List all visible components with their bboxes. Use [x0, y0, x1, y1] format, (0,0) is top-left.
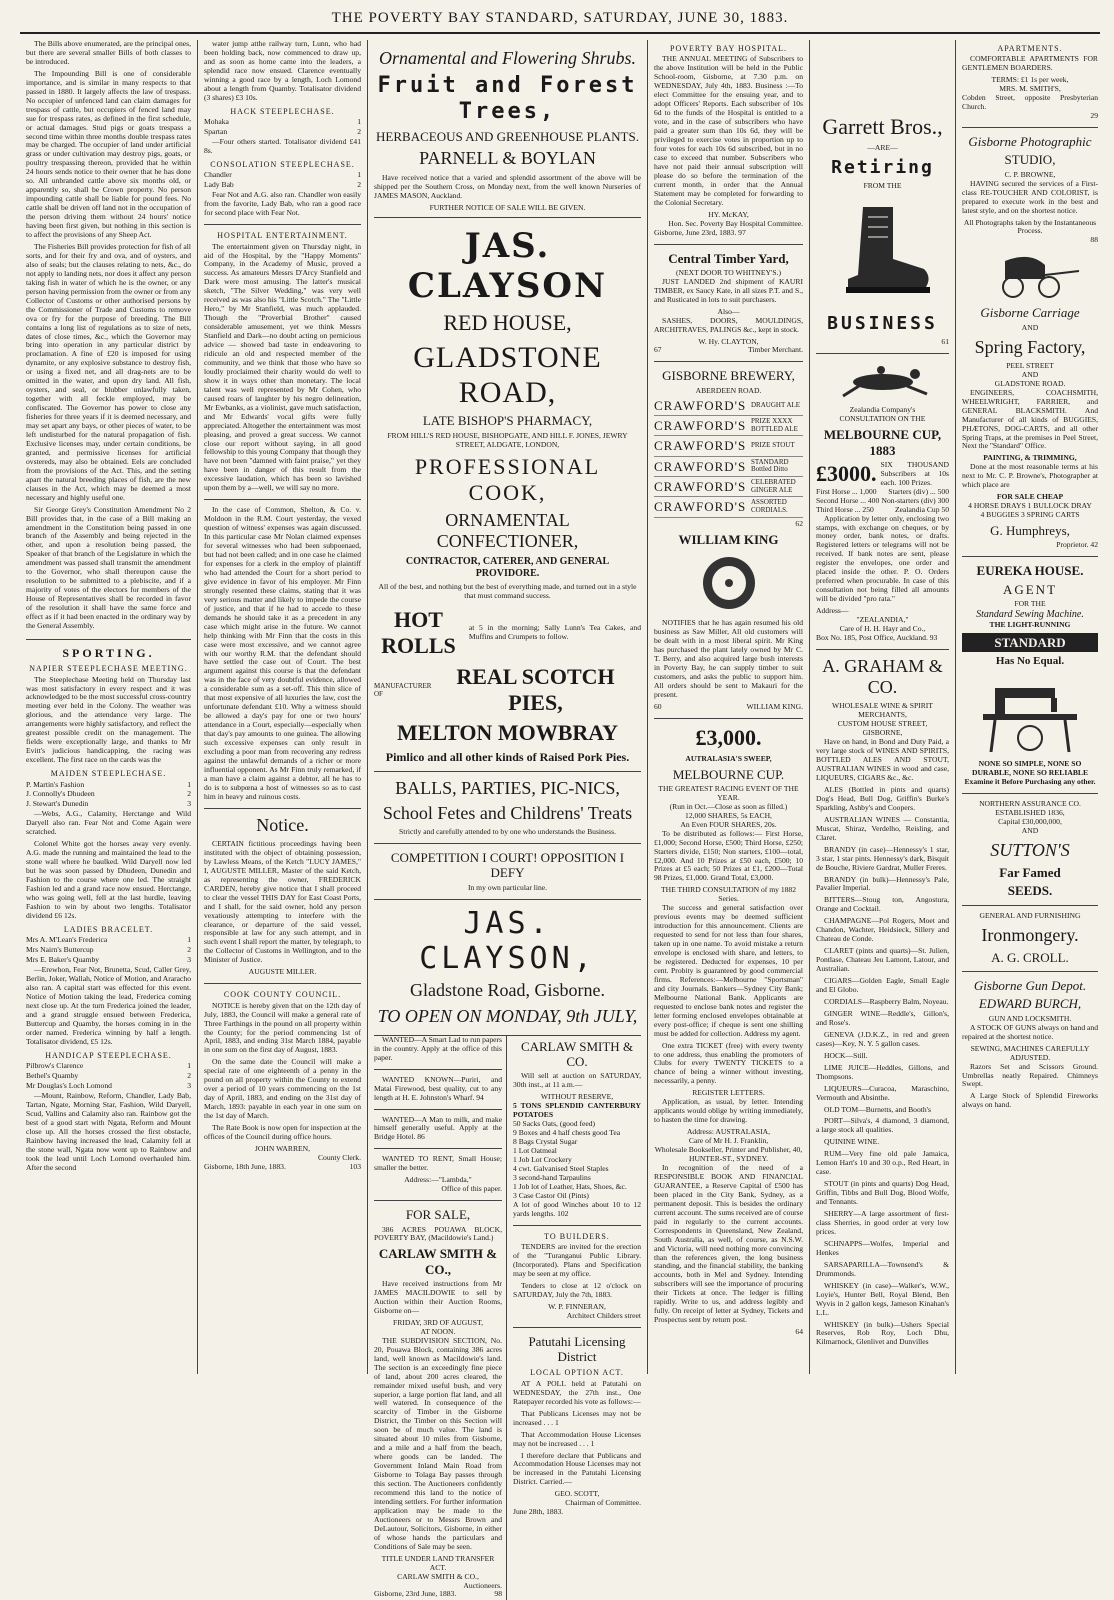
wine-item: HOCK—Still. [824, 1050, 868, 1060]
and: AND [1021, 322, 1039, 332]
manufacturer: MANUFACTURER OF [374, 682, 432, 699]
geo-scott: GEO. SCOTT, [554, 1489, 600, 1499]
wine-item: STOUT (in pints and quarts) Dog Head, Griffin, Tibbs and Bull Dog, Blood Wolfe, and Tennants. [816, 1179, 949, 1207]
crawford-row: CRAWFORD'S DRAUGHT ALE [654, 398, 803, 416]
from-hills: FROM HILL'S RED HOUSE, BISHOPGATE, AND HILL F. JONES, JEWRY STREET, ALDGATE, LONDON, [387, 430, 628, 449]
clayson-heading-2: JAS. CLAYSON, [419, 905, 596, 976]
buggies: 4 BUGGIES 3 SPRING CARTS [980, 510, 1080, 520]
poll-line: That Publicans Licenses may not be increased . . . 1 [513, 1408, 641, 1427]
racehorse-icon [823, 360, 943, 400]
race-row: Mrs Nairn's Buttercup 2 [26, 945, 191, 955]
cobden-num: 29 [1090, 111, 1098, 121]
aberdeen: ABERDEEN ROAD. [695, 385, 762, 395]
far-famed: Far Famed [999, 864, 1061, 880]
council-heading: COOK COUNTY COUNCIL. [223, 990, 342, 1000]
race-row: Mohaka 1 [204, 117, 361, 127]
king-footer: 60 WILLIAM KING. [654, 701, 803, 711]
for-the: FOR THE [1014, 599, 1046, 609]
wine-item: BRANDY (in case)—Hennessy's 1 star, 3 star, 1 star pints. Hennessy's dark, Bisquit de Bouche, Riviere Gardrat, Muller Freres. [816, 844, 949, 872]
clayton: W. Hy. CLAYTON, [698, 336, 759, 346]
council-text: NOTICE is hereby given that on the 12th day of July, 1883, the Council will make a general rate of Three Farthings in the pound on all property within the County; for the period commencing 1st of April, 1883, and ending 31st March 1884, payable in one sum on the first day of August, 1883. [204, 1000, 361, 1055]
column-5 [810, 40, 956, 1374]
prize-row: First Horse ... 1,000 Starters (div) ... 500 [816, 486, 949, 496]
professional-cook: PROFESSIONAL COOK, [414, 453, 601, 505]
col3-lower [374, 1036, 641, 1600]
mckay-role: Hon. Sec. Poverty Bay Hospital Committee. [668, 218, 803, 228]
wholesale: Wholesale Bookseller, Printer and Publisher, 40, HUNTER-ST., SYDNEY. [654, 1145, 803, 1164]
column-4 [648, 40, 810, 1374]
run-in: (Run in Oct.—Close as soon as filled.) [669, 801, 788, 811]
sweep-text-4: In recognition of the need of a RESPONSIBLE BOOK AND FINANCIAL GUARANTEE, a Reserve Capital of £500 has been placed in the City Bank, Sydney, as a permanent deposit. This is besides the ordinary current account. The sums received are of course paid in regularly to the current accounts. Correspondents in Queensland, New Zealand, South Australia, as well, of course, as N.S.W. and Victoria, will need nothing more convincing than the references given, the long business standing, and the financial stability, the banking accounts, both in Mel and Sydney. Intending subscribers will see the importance of procuring their Tickets at once. The ledger is filling rapidly. Write to us, and address legibly and fully. On receipt of letter at Sydney, Tickets and Prospectus sent by return post. [654, 1162, 803, 1325]
apartments-heading: APARTMENTS. [997, 44, 1063, 53]
and-3: AND [1021, 825, 1039, 835]
column-6 [956, 40, 1104, 1374]
builders-text: TENDERS are invited for the erection of the "Turanganui Public Library. (Incorporated). Plans and Specification may be seen at my office. [513, 1242, 641, 1278]
builders-heading: TO BUILDERS. [544, 1231, 610, 1241]
council-footer: Gisborne, 18th June, 1883. 103 [204, 1161, 361, 1171]
ironmongery: Ironmongery. [981, 924, 1079, 945]
melbourne-cup: MELBOURNE CUP. [672, 766, 785, 782]
scotch-pies-row [374, 664, 641, 716]
wine-item: SCHNAPPS—Wolfes, Imperial and Henkes [816, 1238, 949, 1257]
council-role: County Clerk. [317, 1152, 361, 1162]
wine-item: LIME JUICE—Heddles, Gillons, and Thompsons. [816, 1062, 949, 1081]
graham-heading: A. GRAHAM & CO. [822, 655, 943, 698]
clayson-ad [374, 218, 641, 1036]
hospital-heading: HOSPITAL ENTERTAINMENT. [217, 231, 348, 241]
z-care: Care of H. H. Hayr and Co., [839, 624, 926, 633]
even: An Even FOUR SHARES, 20s. [680, 819, 777, 829]
notice-text: CERTAIN fictitious proceedings having been instituted with the object of obtaining possession, by Lawless Means, of the Ketch "LUCY JAMES," I, AUGUSTE MILLER, Master of the said Ketch, as representing the owner, FREDERICK CARDEN, hereby give notice that I shall proceed to clear the vessel THIS DAY for East Coast Ports, and I shall, for the said owner, hold any person vexatiously attempting to interfere with the clearance, or departure of the said vessel, responsible at law for any such attempt, and in such event I shall report the matter, by telegraph, to the Collector of Customs in Wellington, and to the Minister of Justice. [204, 838, 361, 965]
wine-item: QUININE WINE. [824, 1137, 880, 1147]
race-row: Bethel's Quamby 2 [26, 1071, 191, 1081]
article-paragraph: The Fisheries Bill provides protection for fish of all sorts, and for their fry and ova, and of oysters, and also of seals; but the clauses relating to nets, &c., do not apply to landing nets, nor does it affect any person taking fish in water of which he is the owner, or any person having permission from the owner or from any Collector of Customs or other authorised persons by the Commissioner of Trade and Customs to remove ova or fry for the purpose of breeding. The Bill contains a long list of regulations as to size of nets, dates of close times, &c., which the Governor may bring into operation in any particular district by proclamation. A fine of £20 is imposed for using dynamite, or any explosive substance to destroy fish, or using a fixed net, and all drag-nets are to be omitted in the water, and upon dry land. All fish, oysters, and seal, or blubber unlawfully taken, together with all feckle employed, may be confiscated. The Governor has power to close any fisheries for three years if it is deemed necessary, and may set apart any bays, or other pieces of water, to be left undisturbed for the natural propagation of fish. Exclusive licenses may, under certain conditions, be granted, and permissive licenses for artificial ovstereds, may also be obtained. Eels are concluded from the provisions of the Act. This, and the setting apart the natural breeding places of fish, are the new clauses in the Act, which may be deemed a most necessary and highly useful one. [26, 241, 191, 502]
shares: 12,000 SHARES, 5s EACH, [685, 810, 772, 820]
from-the: FROM THE [863, 181, 902, 191]
hot-rolls: HOT ROLLS [381, 606, 456, 658]
crawford-row: CRAWFORD'S ASSORTED CORDIALS. [654, 499, 803, 517]
king-text: NOTIFIES that he has again resumed his old business as Saw Miller, All old customers will be dealt with in a most liberal spirit. Mr King has purchased the plant lately owned by Mr C. T. Berry, and also acquired large bush interests in Poverty Bay, he can supply timber to suit customers, and asks the public to support him. All orders should be sent to Makauri for the present. [654, 618, 803, 699]
lot-item: 3 second-hand Tarpaulins [513, 1172, 591, 1182]
wine-item: ALES (Bottled in pints and quarts) Dog's Head, Bull Dog, Griffin's Burke's Sparkling, Ashby's and Coopers. [816, 784, 949, 812]
z-box: Box No. 185, Post Office, Auckland. 93 [816, 632, 938, 642]
prize-row: Third Horse ... 250 Zealandia Cup 50 [816, 504, 949, 514]
poll-line: I therefore declare that Publicans and Accommodation House Licenses may not be increased in the Patutahi Licensing District. Carried.— [513, 1450, 641, 1487]
race-row: Mrs E. Baker's Quamby 3 [26, 955, 191, 965]
retiring: Retiring [831, 156, 934, 178]
zealandia: Zealandia Company's [849, 405, 916, 415]
sweep-heading: AUTRALASIA'S SWEEP, [685, 753, 772, 763]
horse-drays: 4 HORSE DRAYS 1 BULLOCK DRAY [968, 501, 1092, 511]
established: ESTABLISHED 1836, [995, 807, 1065, 817]
general: GENERAL AND FURNISHING [979, 910, 1081, 920]
maiden-heading: MAIDEN STEEPLECHASE. [50, 769, 167, 779]
wine-item: WHISKEY (in bulk)—Ushers Special Reserves, Rob Roy, Loch Dhu, Kilmarnock, Glenlivet and Dunvilles [816, 1319, 949, 1347]
carlaw-signature: CARLAW SMITH & CO., [397, 1571, 479, 1581]
article-paragraph: Sir George Grey's Constitution Amendment No 2 Bill provides that, in the case of a Bill making an amendment in the Constitution being passed in one branch of the Assembly and being rejected in the other, and upon a resolution being passed, the Speaker of that branch of the Legislature in which the amendment was passed shall transmit the amendment to the Governor, who shall thereupon cause the resolution to be submitted to a plebiscite, and if a majority of votes of the electors for members of the House of Representatives shall be recorded in favor of the resolution it shall have the same force and effect as if it had been enacted in the ordinary way by the General Assembly. [26, 504, 191, 630]
ladies-text: —Erewhon, Fear Not, Brunetta, Scud, Caller Grey, Berlin, Joker, Wallah, Notice of Motion, and Araracho also ran. A capital start was effected for this event. Notice of Motion taking the lead, Frederica coming next close up. At the turn Frederica joined the leader, and a grand struggle ensued between Frederica, Buttercup and Quamby, the horses coming in in the order named. Frederica winning by half a length. Totalisator dividend, £5 12s. [26, 965, 191, 1046]
lot-item: 1 Lot Oatmeal [513, 1146, 557, 1156]
wine-item: CLARET (pints and quarts)—St. Julien, Pontlase, Chateau Jeu Lamont, Latour, and Australian. [816, 946, 949, 974]
late-bishop: LATE BISHOP'S PHARMACY, [422, 413, 593, 429]
handicap-text: —Mount, Rainbow, Reform, Chandler, Lady Bab, Tartan, Ngate, Morning Star, Fashion, Wild Daryell, Scud, Vallins and Calamity also ran. Rainbow got the best of a good start with Ngata, Reform and Mount close up. All the horses crossed the first obstacle, Rainbow having increased the lead, Calamity fell at the stone wall, Ngata now went up to Rainbow and took the lead until Loch Lomond overhauled him. After the second [26, 1090, 191, 1172]
race-row: Spartan 2 [204, 127, 361, 137]
photo-num: 88 [1090, 235, 1098, 245]
subdivision-text: THE SUBDIVISION SECTION, No. 20, Pouawa Block, containing 386 acres land, well known as Macildowie's land. The section is an exceedingly fine piece of land, about 200 acres cleared, the remainder mixed useful bush, and very superior, a large portion flat land, and all well watered. In consequence of the scarcity of Timber in the Gisborne District, the Timber on this Section will soon be of much value. The land is situated about 10 miles from Gisborne, and a mile and a half from the beach, where goods can be landed. The Government Inland Main Road from Gisborne to Tolaga Bay passes through this section. The Auctioneers confidently recommend this land to the notice of intending settlers. For further information application may be made to the Auctioneers or to Messrs Brown and DeLautour, Solicitors, Gisborne, in either of whose hands the particulars and Conditions of Sale may be seen. [374, 1335, 502, 1551]
engineers: ENGINEERS, COACHSMITH, WHEELWRIGHT, FARRIER, and GENERAL BLACKSMITH. And Manufacturer of all kinds of BUGGIES, PHÆTONS, DOG-CARTS, and all other Spring Traps, at the premises in Peel Street, Next the "Standard" Office. [962, 387, 1098, 451]
humphreys: G. Humphreys, [990, 523, 1070, 539]
parnell-text: Have received notice that a varied and splendid assortment of the above will be shipped per the Southern Cross, on Monday next, from the well known Nurseries of JAMES MASON, Auckland. [374, 172, 641, 200]
business: BUSINESS [827, 313, 938, 335]
tons: 5 TONS SPLENDID CANTERBURY POTATOES [513, 1101, 641, 1120]
timber-sub: (NEXT DOOR TO WHITNEY'S.) [675, 267, 781, 277]
proprietor: Proprietor. 42 [1056, 540, 1098, 550]
to-open: TO OPEN ON MONDAY, 9th JULY, [377, 1005, 638, 1026]
crawford-row: CRAWFORD'S CELEBRATED GINGER ALE [654, 479, 803, 497]
race-row: P. Martin's Fashion 1 [26, 779, 191, 789]
hack-text: —Four others started. Totalisator dividend £41 8s. [204, 137, 361, 155]
further-notice: FURTHER NOTICE OF SALE WILL BE GIVEN. [429, 202, 586, 212]
lot-item: A lot of good Winches about 10 to 12 yards lengths. 102 [513, 1199, 641, 1218]
court-text: In the case of Common, Shelton, & Co. v. Moldoon in the R.M. Court yesterday, the vexed question of witness' expenses was again discussed. In this particular case Mr Nolan claimed expenses for several witnesses who had been subpoenaed, but had not been called; and in one case he claimed for expenses for a clerk in the employ of plaintiff who had attended the Court for a short period to give evidence in favor of his employer. Mr Finn strongly resented these claims, stating that it was very serious matter and likely to impede the course of justice, and that if he had to accede to these demands he should take it as a precedent in any case which might arise in the future. We cannot help thinking with Mr Finn that the costs in this case were most excessive, and we cannot agree with our worthy R.M. that the defendant should have settled the case out of Court. The best argument against this course is that the defendant was in the face of very doubtful evidence, allowed a considerable sum as a set-off. This thin slice of that most expensive of all luxuries the law, cost the unfortunate defendant £10. Why a witness should be allowed a day's pay for one or two hours' attendance in a Court, especially—especially when that day's pay amounts to one guinea. The allowing such excessive expenses can only result in excluding a poor man from recovering any redress against the unlawful demands of a richer or more influential opponent. As Mr Finn truly remarked, if a man have a claim against a debtor, all he has to do is to subpœna a host of witnesses so as to cast him in heavy and ruinous costs. [204, 505, 361, 801]
light-running: THE LIGHT-RUNNING [989, 619, 1071, 629]
brewery-heading: GISBORNE BREWERY, [662, 368, 795, 384]
carriage-heading: Gisborne Carriage [980, 305, 1080, 321]
contractor: CONTRACTOR, CATERER, AND GENERAL PROVIDORE. [405, 556, 610, 579]
standard-banner: STANDARD [962, 633, 1098, 652]
wine-item: SHERRY—A large assortment of first-class Sherries, in good order at very low prices. [816, 1209, 949, 1236]
all-best: All of the best, and nothing but the best of everything made, and turned out in a style that must command success. [378, 581, 637, 600]
gun-depot: Gisborne Gun Depot. [973, 978, 1087, 994]
finneran: W. P. FINNERAN, [548, 1301, 606, 1311]
prize-row: Second Horse ... 400 Non-starters (div) 300 [816, 495, 949, 505]
studio: STUDIO, [1004, 152, 1056, 168]
wine-item: WHISKEY (in case)—Walker's, W.W., Loyie's, Hunter Bell, Royal Blend, Ben Wyvis in 2 gallon kegs, Jameson Kinahan's L.L. [816, 1280, 949, 1317]
wine-item: RUM—Very fine old pale Jamaica, Lemon Hart's 10 and 30 o.p., Red Heart, in case. [816, 1149, 949, 1177]
race-text: water jump atthe railway turn, Lunn, who had been holding back, now commenced to draw up, and as soon as home came into the leaders, a splendid race now ensued. Clarence eventually winning a good race by a length, Loch Lomond about a length from Quamby. Totalisator dividend (3 shares) £3 10s. [204, 39, 361, 102]
eureka: EUREKA HOUSE. [976, 563, 1084, 579]
acres: 386 ACRES POUAWA BLOCK, POVERTY BAY, (Macildowie's Land.) [374, 1224, 502, 1243]
for-sale: FOR SALE CHEAP [996, 492, 1064, 502]
agent: AGENT [1002, 581, 1058, 597]
title-under: TITLE UNDER LAND TRANSFER ACT. [381, 1553, 495, 1572]
none-so: NONE SO SIMPLE, NONE SO DURABLE, NONE SO RELIABLE [971, 759, 1089, 777]
wanted-ad: WANTED—A Smart Lad to run papers in the country. Apply at the office of this paper. [374, 1034, 502, 1062]
consultation: CONSULTATION ON THE [839, 414, 926, 424]
six-thousand: SIX THOUSAND Subscribers at 10s each. 100 Prizes. [880, 459, 949, 487]
z-name: "ZEALANDIA," [856, 615, 909, 625]
scotch-pies: REAL SCOTCH PIES, [456, 664, 615, 716]
business-num: 61 [941, 337, 949, 347]
burch: EDWARD BURCH, [978, 996, 1082, 1012]
amount-row [816, 461, 949, 488]
friday: FRIDAY, 3RD OF AUGUST, [393, 1317, 483, 1327]
mckay: HY. McKAY, [708, 209, 749, 219]
red-house: RED HOUSE, [443, 309, 572, 335]
peel: PEEL STREET [1006, 360, 1054, 370]
has-no-equal: Has No Equal. [995, 655, 1065, 668]
wine-item: OLD TOM—Burnetts, and Booth's [824, 1104, 931, 1114]
council-text: On the same date the Council will make a special rate of one eighteenth of a penny in the pound on all property within the County to extend over a period of 10 years commencing on the 1st day of April, 1883, and ending on the 31st day of March, 1893: payable in each year in one sum on the 1st day of March. [204, 1057, 361, 1121]
parnell-heading: PARNELL & BOYLAN [419, 148, 596, 169]
race-row: J. Connolly's Dhudeen 2 [26, 789, 191, 799]
council-text: The Rate Book is now open for inspection at the offices of the Council during office hours. [204, 1123, 361, 1142]
col3-lower-right [513, 1036, 641, 1600]
mrs-smith: MRS. M. SMITH'S, [999, 84, 1061, 94]
spring: Spring Factory, [974, 336, 1086, 357]
handicap-heading: HANDICAP STEEPLECHASE. [45, 1050, 172, 1060]
saw-blade-icon [699, 553, 759, 613]
terms: TERMS: £1 1s per week, [991, 75, 1069, 85]
napier-heading: NAPIER STEEPLECHASE MEETING. [29, 664, 188, 674]
photo-text: HAVING secured the services of a First-class RE-TOUCHER AND COLORIST, is prepared to execute work in the best and latest style, and on the shortest notice. [962, 178, 1098, 215]
competition: COMPETITION I COURT! OPPOSITION I DEFY [390, 849, 625, 881]
seeds: SEEDS. [1007, 883, 1053, 899]
architect: Architect Childers street [566, 1310, 641, 1320]
timber-text: JUST LANDED 2nd shipment of KAURI TIMBER, ex Saucy Kate, in all sizes P.T. and S., and Rusticated in lots to suit purchasers. [654, 276, 803, 304]
race-row: Mrs A. M'Lean's Frederica 1 [26, 935, 191, 945]
sewing: Standard Sewing Machine. [976, 609, 1084, 620]
masthead: THE POVERTY BAY STANDARD, SATURDAY, JUNE 30, 1883. [20, 10, 1100, 34]
wine-item: BITTERS—Stoug ton, Angostura, Orange and Cocktail. [816, 895, 949, 914]
column-1 [20, 40, 198, 1374]
razors: Razors Set and Scissors Ground. Umbrellas neatly Repaired. Chimneys Swept. [962, 1061, 1098, 1089]
article-paragraph: The Bills above enumerated, are the principal ones, but there are several smaller Bills of both classes to be introduced. [26, 39, 191, 66]
graham-text: Have on hand, in Bond and Duty Paid, a very large stock of WINES AND SPIRITS, BOTTLED ALES AND STOUT, AUSTRALIAN WINES in wood and case, LIQUEURS, CIGARS &c., &c. [816, 737, 949, 782]
local-option: LOCAL OPTION ACT. [530, 1368, 624, 1378]
lot-item: 8 Bags Crystal Sugar [513, 1137, 578, 1147]
fireworks: A Large Stock of Splendid Fireworks always on hand. [962, 1091, 1098, 1110]
race-row: Lady Bab 2 [204, 180, 361, 190]
consolation-text: Fear Not and A.G. also ran. Chandler won easily from the favorite, Lady Bab, who ran a good race for second place with Fear Not. [204, 190, 361, 218]
carlaw-footer: Gisborne, 23rd June, 1883. 98 [374, 1589, 502, 1599]
council-signature: JOHN WARREN, [254, 1143, 311, 1153]
carlaw-heading: CARLAW SMITH & CO., [378, 1246, 498, 1277]
carlaw2-text: Will sell at auction on SATURDAY, 30th inst., at 11 a.m.— [513, 1071, 641, 1090]
consolation-heading: CONSOLATION STEEPLECHASE. [210, 159, 355, 169]
registered: REGISTER LETTERS. [692, 1088, 765, 1098]
nursery-ad [374, 40, 641, 218]
painting: PAINTING, & TRIMMING, [983, 453, 1077, 463]
crawford-num: 62 [795, 518, 803, 528]
sweep-text-3: Application, as usual, by letter. Intending applicants would oblige by writing immediately, to hasten the time for drawing. [654, 1097, 803, 1125]
col3-lower-left [374, 1036, 507, 1600]
third: THE THIRD CONSULTATION of my 1882 Series. [660, 885, 797, 904]
also: Also— [717, 306, 740, 316]
in-my-own: In my own particular line. [467, 882, 548, 892]
wine-item: SARSAPARILLA—Townsend's & Drummonds. [816, 1259, 949, 1278]
wine-item: LIQUEURS—Curacoa, Maraschino, Vermouth and Absinthe. [816, 1083, 949, 1102]
lambda-office: Office of this paper. [441, 1184, 502, 1194]
browne: C. P. BROWNE, [1004, 169, 1056, 179]
boot-icon [828, 197, 938, 307]
photo-heading: Gisborne Photographic [968, 134, 1092, 150]
herbaceous-heading: HERBACEOUS AND GREENHOUSE PLANTS. [376, 129, 639, 145]
custom: CUSTOM HOUSE STREET, [837, 719, 928, 729]
guns-text: A STOCK OF GUNS always on hand and repaired at the shortest notice. [962, 1022, 1098, 1041]
carlaw-text: Have received instructions from Mr JAMES MACILDOWIE to sell by Auction within their Auction Rooms, Gisborne on— [374, 1279, 502, 1315]
wine-item: GINGER WINE—Reddle's, Gillon's, and Rose's. [816, 1008, 949, 1027]
suttons: SUTTON'S [990, 839, 1070, 860]
crawford-row: CRAWFORD'S PRIZE XXXX BOTTLED ALE [654, 418, 803, 436]
northern: NORTHERN ASSURANCE CO. [979, 798, 1081, 808]
croll: A. G. CROLL. [991, 949, 1069, 965]
at-noon: AT NOON. [420, 1326, 456, 1336]
ladies-heading: LADIES BRACELET. [63, 924, 154, 934]
are: —ARE— [867, 142, 898, 152]
hot-rolls-row [374, 607, 641, 659]
wine-item: PORT—Silva's, 4 diamond, 3 diamond, a large stock all qualities. [816, 1116, 949, 1135]
lot-item: 4 cwt. Galvanised Steel Staples [513, 1163, 609, 1173]
poll-line: That Accommodation House Licenses may not be increased . . . 1 [513, 1429, 641, 1448]
patutahi-heading: Patutahi Licensing District [528, 1333, 626, 1365]
shrubs-heading: Ornamental and Flowering Shrubs. [378, 48, 636, 68]
napier-text: The Steeplechase Meeting held on Thursday last was most satisfactory in every respect and it was acknowledged to be the most successful cross-country meeting ever held in the Colony. The weather was glorious, and the attendance very large. The arrangements were highly satisfactory, and reflect the greatest possible credit on the management. The fields were exceptionally large, and thanks to Mr Evitt's judicious handicapping, the racing was excellent. The first race on the cards was the [26, 674, 191, 765]
gladstone-2: Gladstone Road, Gisborne. [410, 980, 605, 1001]
amount: £3000. [816, 461, 877, 487]
race-row: Pilbrow's Clarence 1 [26, 1061, 191, 1071]
column-2 [198, 40, 368, 1374]
sweep-num: 64 [795, 1327, 803, 1337]
lot-item: 50 Sacks Oats, (good feed) [513, 1119, 596, 1129]
examine: Examine it Before Purchasing any other. [964, 776, 1096, 786]
auctioneers: Auctioneers. [463, 1580, 502, 1590]
chairman: Chairman of Committee. [565, 1498, 641, 1508]
ornamental-confectioner: ORNAMENTAL CONFECTIONER, [436, 509, 579, 551]
sashes: SASHES, DOORS, MOULDINGS, ARCHITRAVES, PALINGS &c., kept in stock. [654, 315, 803, 334]
sweep-text-2: The success and general satisfaction over previous events may be deemed sufficient introduction for this announcement. Clients are requested to send for not less than four shares, taken up in one name. To avoid mistake a return envelope is enclosed with share, and letters, to be registered. Deducted for expenses, 10 per cent. Probity is guaranteed by good commercial firms. References:—Melbourne "Sportsman" and city Journals. Bankers—Sydney City Bank; Melbourne National Bank. Applicants are requested to enclose bank notes and register the letter forming enclosed envelopes obtainable at every post-office; if cheque is sent one shilling must be added for collection. Address my agent. [654, 903, 803, 1038]
sporting-heading: SPORTING. [26, 639, 191, 660]
cobden: Cobden Street, opposite Presbyterian Church. [962, 93, 1098, 112]
comfortable: COMFORTABLE APARTMENTS FOR GENTLEMEN BOARDERS. [962, 54, 1098, 73]
king-heading: WILLIAM KING [678, 531, 779, 547]
sweep-text: To be distributed as follows:— First Horse, £1,000; Second Horse, £500; Third Horse, £250; Starters divide, £150; Non starters, £100—total, £2,000. And 10 Prizes at £50 each, £500; 10 Prizes at £5 each; 50 Prizes at £1, £200—Total 98 Prizes, £1,000. Grand Total, £3,000. [654, 828, 803, 883]
wine-item: AUSTRALIAN WINES — Constantia, Muscat, Shiraz, Verdelho, Reisling, and Claret. [816, 814, 949, 842]
hospital-text: THE ANNUAL MEETING of Subscribers to the above Institution will be held in the Public School-room, Gisborne, at 7.30 p.m. on WEDNESDAY, July 4th, 1883. Business :—To elect Committee for the ensuing year, and to adopt Officers' Reports. Each subscriber of 10s 6d to the funds of the Hospital is entitled to a vote, and in the case of subscribers who have paid a greater sum than 10s 6d, they will be privileged to exercise votes in proportion up to four votes for each 10s 6d subscribed, but in no case to exceed that number. Subscribers who have not paid their annual subscription will please do so before the termination of the current month, in order that the Annual Statement may be completed for forwarding to the Colonial Secretary. [654, 54, 803, 207]
garrett-heading: Garrett Bros., [822, 114, 943, 139]
z-address: Address— [816, 606, 849, 616]
lot-item: 1 Job lot of Leather, Hats, Shoes, &c. [513, 1181, 627, 1191]
sweep-amount: £3,000. [695, 724, 762, 750]
wine-item: CHAMPAGNE—Pol Rogers, Moet and Chandon, Wachter, Heidsieck, Sillery and Chateau de Conde. [816, 916, 949, 944]
without-reserve: WITHOUT RESERVE, [540, 1092, 614, 1102]
one-extra: One extra TICKET (free) with every twenty to one address, thus enabling the promoters of Clubs for every TWENTY TICKETS to a chance of being a winner without investing, necessarily, a penny. [654, 1040, 803, 1086]
machines: SEWING, MACHINES CAREFULLY ADJUSTED. [970, 1043, 1090, 1062]
wine-item: BRANDY (in bulk)—Hennessy's Pale, Pavalier Imperial. [816, 874, 949, 893]
poll-date: June 28th, 1883. [513, 1507, 564, 1517]
zealandia-text: Application by letter only, enclosing two stamps, with exchange on cheques, or by money order, bank notes, or drafts. Registered letters or telegrams will not be received. If bank notes are sent, please register the envelopes, one order and placed inside the other. P. O. Orders preferred when procurable. In case of this consultation not being filled all amounts will be divided "pro rata." [816, 513, 949, 604]
wine-item: CIGARS—Golden Eagle, Small Eagle and El Globo. [816, 976, 949, 995]
sewing-machine-icon [975, 674, 1085, 754]
lambda-address: Address:—"Lambda," [404, 1175, 472, 1185]
maiden-text: —Webs, A.G., Calamity, Herctange and Wild Daryell also ran. Fear Not and Come Again were scratched. [26, 809, 191, 837]
graham-sub: WHOLESALE WINE & SPIRIT MERCHANTS, [832, 701, 933, 720]
tenders: Tenders to close at 12 o'clock on SATURDAY, July the 7th, 1883. [513, 1280, 641, 1299]
lot-item: 9 Boxes and 4 half chests good Tea [513, 1128, 621, 1138]
gladstone-heading: GLADSTONE ROAD, [413, 340, 602, 410]
notice-signature: AUGUSTE MILLER. [248, 967, 317, 977]
wine-item: GENEVA (J.D.K.Z., in red and green cases)—Key, N. Y. 5 gallon cases. [816, 1029, 949, 1048]
column-3 [368, 40, 648, 1599]
crawford-row: CRAWFORD'S STANDARD Bottled Ditto [654, 459, 803, 477]
instantaneous: All Photographs taken by the Instantaneous Process. [963, 217, 1097, 236]
franklin: Care of Mr H. J. Franklin, [688, 1136, 769, 1146]
painting-text: Done at the most reasonable terms at his next to Mr. C. P. Browne's, Photographer at which place are [962, 462, 1098, 490]
wine-item: CORDIALS—Raspberry Balm, Noyeau. [824, 996, 949, 1006]
melton: MELTON MOWBRAY [396, 720, 619, 746]
for-sale: FOR SALE, [405, 1207, 471, 1223]
strictly: Strictly and carefully attended to by one who understands the Business. [398, 826, 616, 836]
balls: BALLS, PARTIES, PIC-NICS, [395, 777, 620, 798]
hospital-text: The entertainment given on Thursday night, in aid of the Hospital, by the "Happy Moments" Company, in the Academy of Music, proved a success. As amateurs Messrs D'Arcy Stanfield and Dark were most amusing. The latter's musical sketch, "The Silver Wedding," was very well received as was also his "Little Scotch." The "Little Hero," by Mr Stanfield, was much applauded. Though the "Proverbial Brother" caused considerable amusement, yet we think Messrs Stanfield and Dark—no doubt acting on pernicious advice — showed bad taste in endeavoring to ridicule an old and respected member of the community, and we think that those who have so loudly proclaimed their charity would do well to show it in ways other than monetary. The local talent was well represented by Mr Cohen, who caused roars of laughter by his negro delineation, Mr Ewbanks, as a violinist, gave much satisfaction, and Mr Edwards' vocal gifts were fully appreciated. Altogether the entertainment was most pleasing, and proved a great success. We cannot close our report without saying, in all good fellowship to this young Company that though they have not been "damned with faint praise," yet they have been in danger of this result from the excessive laudation, which has been so lavished upon them by a—well, we will say no more. [204, 241, 361, 493]
timber-heading: Central Timber Yard, [668, 250, 789, 266]
race-row: Mr Douglas's Loch Lomond 3 [26, 1081, 191, 1091]
and-2: AND [1021, 369, 1039, 379]
hack-heading: HACK STEEPLECHASE. [230, 106, 335, 116]
fruit-heading: Fruit and Forest Trees, [377, 73, 638, 125]
notice-heading: Notice. [256, 814, 309, 835]
wanted-ad: WANTED TO RENT, Small House; smaller the better. [374, 1154, 502, 1173]
newspaper-page [20, 39, 1104, 1599]
hospital-heading: POVERTY BAY HOSPITAL. [670, 44, 787, 53]
race-row: J. Stewart's Dunedin 3 [26, 799, 191, 809]
carriage-icon [975, 251, 1085, 299]
colonel-text: Colonel White got the horses away very evenly. A.G. made the running and maintained the lead to the stone wall where he baulked. Wild Daryell now led but he was soon passed by Dhudeen, Dunedin and Fashion to the course where one led. The straight Fashion led and a grand race now ensued. Herctange, who was going well, fell at the last hurdle, leaving Fashion to win by about two lengths. Totalisator dividend £6 12s. [26, 839, 191, 920]
crawford-row: CRAWFORD'S PRIZE STOUT [654, 438, 803, 456]
hot-rolls-text: at 5 in the morning; Sally Lunn's Tea Cakes, and Muffins and Crumpets to follow. [468, 622, 641, 641]
pimlico: Pimlico and all other kinds of Raised Pork Pies. [385, 750, 630, 765]
article-paragraph: The Impounding Bill is one of considerable importance, and is similar in many respects to that passed in 1880. It largely affects the law of trespass. No occupier of unfenced land can claim damages for trespass of cattle, but occupiers of fenced land may sue for trespass rates, as defined in the first schedule, or actual damages. Stud pigs or goats trespass a second time within three months double trespass rates may be charged. The occupier of land under artificial grass or under cultivation may destroy pigs, goats, or poultry trespassing thereon, provided that he within 24 hours sends notice to their owner that he has done so. All unbranded cattle above six months old, or apparently so, shall be Crown property. No person impounding cattle shall be liable for pound fees. No cattle shall be driven off land not in the occupation of the person driving them without 24 hours' notice having been first given, but nothing in this section is to affect the provisions of any Sheep Act. [26, 68, 191, 240]
lot-item: 3 Case Castor Oil (Pints) [513, 1190, 589, 1200]
gladstone: GLADSTONE ROAD. [994, 378, 1066, 388]
carlaw-heading-2: CARLAW SMITH & CO. [520, 1038, 634, 1070]
school: School Fetes and Childrens' Treats [382, 802, 633, 823]
greatest: THE GREATEST RACING EVENT OF THE YEAR. [658, 783, 799, 802]
lot-item: 1 Job Lot Crockery [513, 1155, 572, 1165]
gun: GUN AND LOCKSMITH. [988, 1013, 1072, 1023]
race-row: Chandler 1 [204, 170, 361, 180]
wanted-ad: WANTED KNOWN—Puriri, and Matai Firewood, best quality, cut to any length at H. E. Johnston's Wharf. 94 [374, 1074, 502, 1102]
clayson-heading: JAS. CLAYSON [407, 225, 608, 306]
hospital-date: Gisborne, June 23rd, 1883. 97 [654, 227, 746, 237]
gisborne: GISBORNE, [862, 728, 903, 738]
wanted-ad: WANTED—A Man to milk, and make himself generally useful. Apply at the Bridge Hotel. 86 [374, 1114, 502, 1142]
poll-text: AT A POLL held at Patutahi on WEDNESDAY, the 27th inst., One Ratepayer recorded his vote as follows:— [513, 1378, 641, 1406]
address: Address: AUSTRALASIA, [686, 1127, 771, 1137]
melbourne: MELBOURNE CUP, 1883 [823, 427, 942, 458]
clayton-footer: 67 Timber Merchant. [654, 345, 803, 355]
capital: Capital £30,000,000, [998, 816, 1062, 826]
